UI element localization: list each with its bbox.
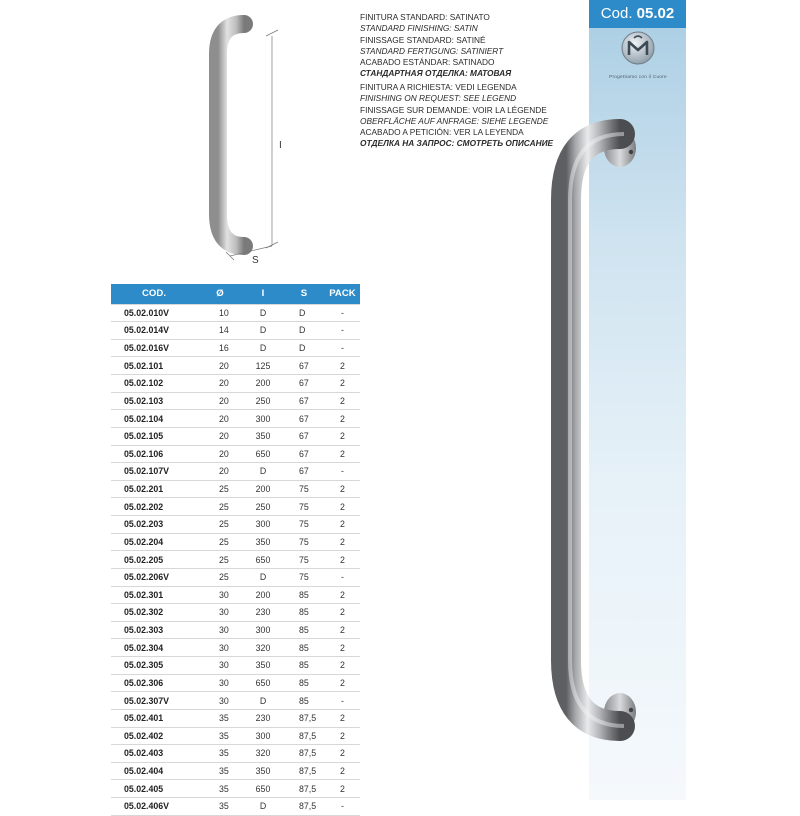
cell-length: 350 xyxy=(243,762,283,780)
cell-code: 05.02.304 xyxy=(111,639,197,657)
cell-code: 05.02.201 xyxy=(111,480,197,498)
table-row xyxy=(111,604,360,622)
cell-code: 05.02.010V xyxy=(111,304,197,322)
cell-pack: 2 xyxy=(325,780,360,798)
cell-spacing: 87,5 xyxy=(283,745,325,763)
table-row xyxy=(111,657,360,675)
label-spacing: S xyxy=(252,255,259,266)
finish-line: ACABADO A PETICIÓN: VER LA LEYENDA xyxy=(360,127,524,138)
cell-spacing: 87,5 xyxy=(283,709,325,727)
table-row xyxy=(111,357,360,375)
cell-code: 05.02.401 xyxy=(111,709,197,727)
cell-diameter: 20 xyxy=(197,427,243,445)
col-header-code: COD. xyxy=(111,284,197,304)
table-row xyxy=(111,427,360,445)
cell-length: 650 xyxy=(243,551,283,569)
table-row xyxy=(111,798,360,816)
cell-spacing: 75 xyxy=(283,568,325,586)
table-row xyxy=(111,463,360,481)
table-row xyxy=(111,692,360,710)
cell-diameter: 16 xyxy=(197,339,243,357)
table-row xyxy=(111,586,360,604)
cell-code: 05.02.105 xyxy=(111,427,197,445)
finish-line: ОТДЕЛКА НА ЗАПРОС: СМОТРЕТЬ ОПИСАНИЕ xyxy=(360,138,554,149)
cell-diameter: 25 xyxy=(197,498,243,516)
cell-spacing: 75 xyxy=(283,533,325,551)
cell-diameter: 25 xyxy=(197,516,243,534)
table-row xyxy=(111,709,360,727)
cell-pack: - xyxy=(325,463,360,481)
cell-pack: 2 xyxy=(325,551,360,569)
cell-diameter: 20 xyxy=(197,463,243,481)
table-header-row xyxy=(111,284,360,304)
cell-length: D xyxy=(243,463,283,481)
finish-line: STANDARD FERTIGUNG: SATINIERT xyxy=(360,45,504,56)
cell-pack: 2 xyxy=(325,357,360,375)
handle-photo xyxy=(540,120,650,740)
cell-length: D xyxy=(243,568,283,586)
cell-pack: 2 xyxy=(325,745,360,763)
finish-line: FINITURA STANDARD: SATINATO xyxy=(360,12,490,22)
cell-length: 300 xyxy=(243,727,283,745)
finish-line: STANDARD FINISHING: SATIN xyxy=(360,23,478,34)
table-row xyxy=(111,533,360,551)
cell-spacing: 75 xyxy=(283,498,325,516)
cell-pack: 2 xyxy=(325,639,360,657)
cell-code: 05.02.307V xyxy=(111,692,197,710)
cell-pack: 2 xyxy=(325,657,360,675)
table-row xyxy=(111,621,360,639)
finish-line: СТАНДАРТНАЯ ОТДЕЛКА: МАТОВАЯ xyxy=(360,68,512,79)
cell-diameter: 30 xyxy=(197,621,243,639)
cell-code: 05.02.302 xyxy=(111,604,197,622)
cell-pack: 2 xyxy=(325,674,360,692)
cell-spacing: 85 xyxy=(283,586,325,604)
cell-spacing: D xyxy=(283,304,325,322)
cell-code: 05.02.102 xyxy=(111,375,197,393)
cell-spacing: 67 xyxy=(283,357,325,375)
cell-length: 350 xyxy=(243,657,283,675)
table-row xyxy=(111,445,360,463)
cell-code: 05.02.101 xyxy=(111,357,197,375)
cell-length: 230 xyxy=(243,604,283,622)
cell-code: 05.02.104 xyxy=(111,410,197,428)
cell-length: 300 xyxy=(243,516,283,534)
cell-code: 05.02.107V xyxy=(111,463,197,481)
table-row xyxy=(111,674,360,692)
cell-code: 05.02.016V xyxy=(111,339,197,357)
finish-line: FINISSAGE SUR DEMANDE: VOIR LA LÉGENDE xyxy=(360,104,547,115)
cell-pack: - xyxy=(325,304,360,322)
col-header-length: I xyxy=(243,284,283,304)
cell-spacing: 75 xyxy=(283,480,325,498)
cell-diameter: 25 xyxy=(197,480,243,498)
brand-logo xyxy=(620,30,656,66)
cell-code: 05.02.103 xyxy=(111,392,197,410)
cell-spacing: D xyxy=(283,322,325,340)
label-length: I xyxy=(279,140,282,151)
table-row xyxy=(111,568,360,586)
table-row xyxy=(111,392,360,410)
cell-code: 05.02.301 xyxy=(111,586,197,604)
cell-length: D xyxy=(243,322,283,340)
cell-code: 05.02.405 xyxy=(111,780,197,798)
cell-pack: 2 xyxy=(325,375,360,393)
cell-pack: 2 xyxy=(325,410,360,428)
cell-diameter: 20 xyxy=(197,410,243,428)
finish-request-block xyxy=(360,82,553,150)
cell-pack: - xyxy=(325,568,360,586)
cell-length: 650 xyxy=(243,674,283,692)
cell-spacing: 85 xyxy=(283,621,325,639)
cell-spacing: 67 xyxy=(283,463,325,481)
cell-diameter: 20 xyxy=(197,357,243,375)
cell-diameter: 30 xyxy=(197,692,243,710)
cell-diameter: 14 xyxy=(197,322,243,340)
cell-pack: 2 xyxy=(325,392,360,410)
handle-sketch-shape xyxy=(218,24,244,246)
cell-spacing: 67 xyxy=(283,445,325,463)
cell-pack: - xyxy=(325,798,360,816)
cell-diameter: 35 xyxy=(197,780,243,798)
table-row xyxy=(111,339,360,357)
table-row xyxy=(111,780,360,798)
cell-length: 650 xyxy=(243,445,283,463)
table-row xyxy=(111,551,360,569)
cell-pack: - xyxy=(325,339,360,357)
code-prefix: Cod. xyxy=(600,5,633,22)
cell-spacing: 67 xyxy=(283,410,325,428)
cell-spacing: 85 xyxy=(283,692,325,710)
cell-code: 05.02.404 xyxy=(111,762,197,780)
cell-pack: 2 xyxy=(325,727,360,745)
cell-pack: 2 xyxy=(325,427,360,445)
table-row xyxy=(111,480,360,498)
table-row xyxy=(111,727,360,745)
cell-code: 05.02.305 xyxy=(111,657,197,675)
cell-diameter: 30 xyxy=(197,674,243,692)
cell-diameter: 30 xyxy=(197,586,243,604)
cell-pack: 2 xyxy=(325,586,360,604)
cell-code: 05.02.306 xyxy=(111,674,197,692)
cell-length: D xyxy=(243,692,283,710)
col-header-diameter: Ø xyxy=(197,284,243,304)
cell-length: D xyxy=(243,304,283,322)
cell-pack: 2 xyxy=(325,762,360,780)
cell-spacing: 67 xyxy=(283,427,325,445)
cell-length: D xyxy=(243,798,283,816)
cell-diameter: 35 xyxy=(197,727,243,745)
cell-length: 230 xyxy=(243,709,283,727)
product-table xyxy=(111,284,360,816)
cell-length: D xyxy=(243,339,283,357)
cell-code: 05.02.204 xyxy=(111,533,197,551)
cell-diameter: 25 xyxy=(197,551,243,569)
col-header-pack: PACK xyxy=(325,284,360,304)
table-row xyxy=(111,762,360,780)
cell-spacing: 75 xyxy=(283,516,325,534)
cell-code: 05.02.206V xyxy=(111,568,197,586)
finish-line: OBERFLÄCHE AUF ANFRAGE: SIEHE LEGENDE xyxy=(360,115,549,126)
table-row xyxy=(111,516,360,534)
cell-length: 250 xyxy=(243,498,283,516)
cell-pack: 2 xyxy=(325,516,360,534)
cell-spacing: 85 xyxy=(283,657,325,675)
cell-diameter: 10 xyxy=(197,304,243,322)
cell-pack: 2 xyxy=(325,480,360,498)
cell-length: 650 xyxy=(243,780,283,798)
col-header-spacing: S xyxy=(283,284,325,304)
table-row xyxy=(111,498,360,516)
table-row xyxy=(111,304,360,322)
cell-length: 200 xyxy=(243,586,283,604)
cell-pack: - xyxy=(325,322,360,340)
cell-pack: - xyxy=(325,692,360,710)
logo-tagline: Progettiamo con il Cuore xyxy=(609,74,667,79)
table-row xyxy=(111,745,360,763)
cell-diameter: 30 xyxy=(197,657,243,675)
cell-diameter: 30 xyxy=(197,639,243,657)
cell-spacing: 85 xyxy=(283,674,325,692)
cell-spacing: 87,5 xyxy=(283,727,325,745)
cell-spacing: 67 xyxy=(283,375,325,393)
cell-length: 320 xyxy=(243,639,283,657)
cell-length: 125 xyxy=(243,357,283,375)
table-row xyxy=(111,639,360,657)
cell-code: 05.02.203 xyxy=(111,516,197,534)
cell-code: 05.02.205 xyxy=(111,551,197,569)
table-row xyxy=(111,410,360,428)
cell-code: 05.02.202 xyxy=(111,498,197,516)
cell-diameter: 25 xyxy=(197,533,243,551)
product-code-badge xyxy=(589,0,686,28)
cell-diameter: 35 xyxy=(197,745,243,763)
cell-spacing: 67 xyxy=(283,392,325,410)
handle-diagram xyxy=(200,14,290,269)
cell-length: 300 xyxy=(243,410,283,428)
cell-diameter: 20 xyxy=(197,392,243,410)
cell-length: 200 xyxy=(243,375,283,393)
cell-spacing: 87,5 xyxy=(283,762,325,780)
cell-pack: 2 xyxy=(325,604,360,622)
cell-length: 200 xyxy=(243,480,283,498)
finish-standard-block xyxy=(360,12,511,80)
cell-code: 05.02.014V xyxy=(111,322,197,340)
cell-code: 05.02.402 xyxy=(111,727,197,745)
cell-code: 05.02.303 xyxy=(111,621,197,639)
cell-pack: 2 xyxy=(325,445,360,463)
finish-line: FINISSAGE STANDARD: SATINÉ xyxy=(360,34,486,45)
cell-spacing: D xyxy=(283,339,325,357)
cell-spacing: 87,5 xyxy=(283,798,325,816)
cell-code: 05.02.106 xyxy=(111,445,197,463)
cell-diameter: 30 xyxy=(197,604,243,622)
cell-diameter: 25 xyxy=(197,568,243,586)
cell-spacing: 85 xyxy=(283,639,325,657)
cell-spacing: 87,5 xyxy=(283,780,325,798)
finish-line: ACABADO ESTÁNDAR: SATINADO xyxy=(360,57,495,68)
cell-diameter: 20 xyxy=(197,375,243,393)
cell-diameter: 35 xyxy=(197,762,243,780)
cell-length: 320 xyxy=(243,745,283,763)
cell-pack: 2 xyxy=(325,621,360,639)
cell-pack: 2 xyxy=(325,533,360,551)
cell-code: 05.02.406V xyxy=(111,798,197,816)
cell-pack: 2 xyxy=(325,709,360,727)
code-number: 05.02 xyxy=(636,5,675,22)
cell-length: 300 xyxy=(243,621,283,639)
cell-diameter: 35 xyxy=(197,709,243,727)
finish-line: FINISHING ON REQUEST: SEE LEGEND xyxy=(360,93,517,104)
cell-length: 250 xyxy=(243,392,283,410)
cell-length: 350 xyxy=(243,427,283,445)
finish-line: FINITURA A RICHIESTA: VEDI LEGENDA xyxy=(360,82,517,92)
table-row xyxy=(111,375,360,393)
cell-diameter: 20 xyxy=(197,445,243,463)
cell-length: 350 xyxy=(243,533,283,551)
cell-code: 05.02.403 xyxy=(111,745,197,763)
table-row xyxy=(111,322,360,340)
cell-diameter: 35 xyxy=(197,798,243,816)
cell-spacing: 85 xyxy=(283,604,325,622)
cell-spacing: 75 xyxy=(283,551,325,569)
cell-pack: 2 xyxy=(325,498,360,516)
